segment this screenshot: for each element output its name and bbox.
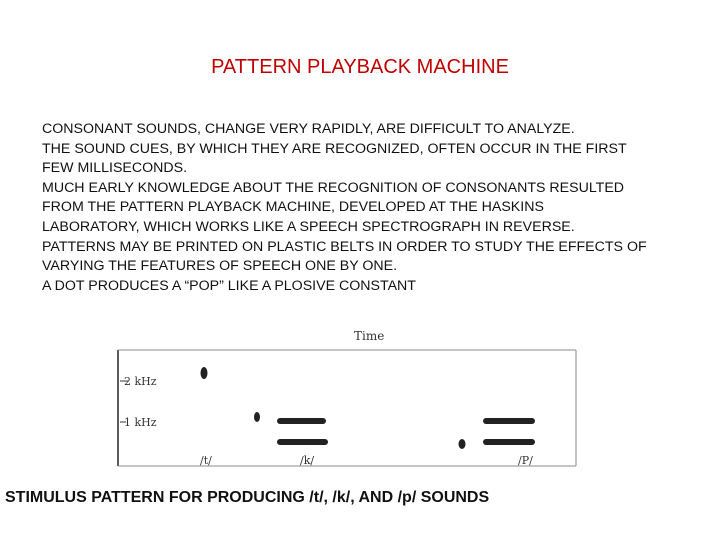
paragraph-line: VARYING THE FEATURES OF SPEECH ONE BY ONE. bbox=[42, 258, 398, 275]
paragraph-line: PATTERNS MAY BE PRINTED ON PLASTIC BELTS IN ORDER TO STUDY THE EFFECTS OF bbox=[42, 238, 647, 255]
p-formant-upper bbox=[483, 418, 535, 424]
paragraph-line: CONSONANT SOUNDS, CHANGE VERY RAPIDLY, ARE DIFFICULT TO ANALYZE. bbox=[42, 121, 575, 137]
paragraph-line: LABORATORY, WHICH WORKS LIKE A SPEECH SPECTROGRAPH IN REVERSE. bbox=[42, 218, 575, 235]
p-formant-lower bbox=[483, 439, 535, 445]
k-formant-lower bbox=[277, 439, 328, 445]
paragraph-line: THE SOUND CUES, BY WHICH THEY ARE RECOGNIZED, OFTEN OCCUR IN THE FIRST bbox=[42, 140, 627, 157]
k-burst-dot bbox=[254, 412, 260, 422]
figure-caption: STIMULUS PATTERN FOR PRODUCING /t/, /k/, AND /p/ SOUNDS bbox=[5, 489, 490, 506]
stimulus-pattern-figure bbox=[96, 322, 588, 472]
paragraph-line: FROM THE PATTERN PLAYBACK MACHINE, DEVELOPED AT THE HASKINS bbox=[42, 199, 544, 216]
t-burst-dot bbox=[201, 367, 208, 379]
body-paragraph bbox=[42, 120, 702, 296]
page-title: PATTERN PLAYBACK MACHINE bbox=[211, 56, 509, 78]
k-formant-upper bbox=[277, 418, 326, 424]
y-label-1khz: 1 kHz bbox=[124, 416, 157, 429]
paragraph-line: MUCH EARLY KNOWLEDGE ABOUT THE RECOGNITION OF CONSONANTS RESULTED bbox=[42, 179, 625, 196]
paragraph-line: FEW MILLISECONDS. bbox=[42, 160, 188, 177]
x-label-k: /k/ bbox=[300, 454, 315, 467]
p-burst-dot bbox=[459, 439, 466, 449]
x-label-p: /P/ bbox=[518, 454, 533, 467]
time-axis-label: Time bbox=[354, 329, 385, 343]
paragraph-line: A DOT PRODUCES A “POP” LIKE A PLOSIVE CONSTANT bbox=[42, 277, 416, 294]
y-label-2khz: 2 kHz bbox=[124, 375, 157, 388]
x-label-t: /t/ bbox=[200, 454, 212, 467]
